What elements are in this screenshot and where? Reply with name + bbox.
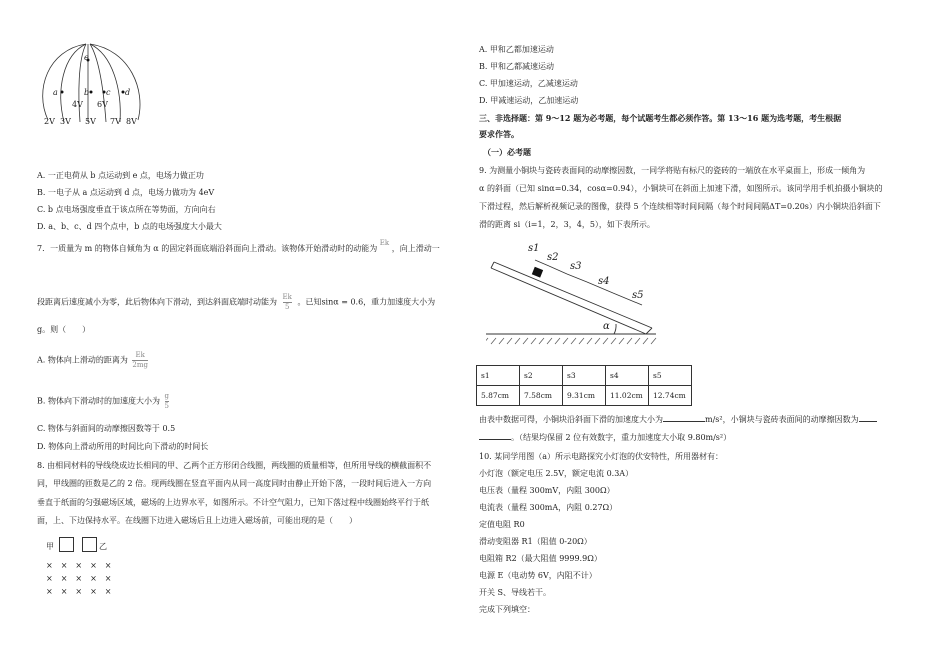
- q9-line-2: α 的斜面（已知 sinα=0.34，cosα=0.94），小铜块可在斜面上加速下滑，如图所示。该同学用手机拍摄小铜块的: [479, 184, 883, 193]
- potential-8v-label: 8V: [126, 117, 137, 126]
- table-header-row: [477, 366, 692, 386]
- table-cell: 11.02cm: [606, 386, 649, 406]
- q10-line-9: 开关 S、导线若干。: [479, 588, 552, 597]
- electric-field-figure: [38, 40, 158, 130]
- q10-line-7: 电阻箱 R2（最大阻值 9999.9Ω）: [479, 554, 602, 563]
- point-b-label: b: [84, 88, 90, 97]
- q7-option-c: C. 物体与斜面间的动摩擦因数等于 0.5: [37, 424, 176, 433]
- potential-5v-label: 5V: [85, 117, 96, 126]
- potential-2v-label: 2V: [44, 117, 55, 126]
- table-header-cell: s5: [649, 366, 692, 386]
- q7-option-b-num: g: [164, 392, 169, 400]
- table-header-cell: s2: [520, 366, 563, 386]
- q7-option-b-fraction: [165, 392, 169, 411]
- q8-line-4: 面，上、下边保持水平。在线圈下边进入磁场后且上边进入磁场前，可能出现的是（ ）: [37, 516, 357, 525]
- q10-line-5: 定值电阻 R0: [479, 520, 525, 529]
- q7-option-a-fraction: [132, 351, 148, 370]
- q9-line-3: 下滑过程，然后解析视频记录的图像，获得 5 个连续相等时间间隔（每个时间间隔ΔT=0.20s）内小铜块沿斜面下: [479, 202, 881, 211]
- table-cell: 12.74cm: [649, 386, 692, 406]
- friction-coefficient-blank-cont[interactable]: [479, 439, 511, 440]
- q10-line-2: 小灯泡（额定电压 2.5V，额定电流 0.3A）: [479, 469, 634, 478]
- q7-option-d: D. 物体向上滑动所用的时间比向下滑动的时间长: [37, 442, 209, 451]
- q6-option-c: C. b 点电场强度垂直于该点所在等势面，方向向右: [37, 205, 216, 214]
- table-cell: 5.87cm: [477, 386, 520, 406]
- q7-line-1: [37, 239, 440, 255]
- q9-line-4: 滑的距离 si（i=1，2，3，4，5），如下表所示。: [479, 220, 655, 229]
- section-3-title-line-1: 三、非选择题：第 9～12 题为必考题，每个试题考生都必须作答。第 13～16 题为选考题，考生根据: [479, 113, 842, 123]
- q7-fraction-num: Ek: [282, 293, 292, 301]
- potential-6v-label: 6V: [97, 100, 108, 109]
- s3-label: s3: [570, 261, 582, 272]
- q10-line-10: 完成下列填空：: [479, 605, 535, 614]
- point-e-label: e: [84, 53, 89, 62]
- s1-label: s1: [528, 243, 540, 254]
- coil-yi-label: 乙: [99, 542, 107, 551]
- q8-option-b: B. 甲和乙都减速运动: [479, 62, 554, 71]
- q7-option-b: [37, 392, 169, 411]
- potential-7v-label: 7V: [110, 117, 121, 126]
- s4-label: s4: [598, 276, 610, 287]
- alpha-angle-label: α: [603, 321, 610, 332]
- potential-3v-label: 3V: [60, 117, 71, 126]
- q6-option-b: B. 一电子从 a 点运动到 d 点，电场力做功为 4eV: [37, 188, 215, 197]
- q7-option-a-den: 2mg: [132, 361, 148, 369]
- table-header-cell: s1: [477, 366, 520, 386]
- q7-option-b-den: 5: [164, 402, 169, 410]
- s5-label: s5: [632, 290, 644, 301]
- q8-line-3: 垂直于纸面的匀强磁场区域，磁场的上边界水平，如图所示。不计空气阻力，已知下落过程中线圈始终平行于纸: [37, 498, 429, 507]
- q10-line-8: 电源 E（电动势 6V，内阻不计）: [479, 571, 597, 580]
- required-section-title: （一）必考题: [483, 147, 531, 157]
- q6-option-a: A. 一正电荷从 b 点运动到 e 点，电场力做正功: [37, 171, 204, 180]
- q8-line-2: 同，甲线圈的匝数是乙的 2 倍。现两线圈在竖直平面内从同一高度同时由静止开始下落，一段时间后进入一方向: [37, 479, 432, 488]
- q9-answer-text-2: m/s²，小铜块与瓷砖表面间的动摩擦因数为: [705, 415, 859, 424]
- table-header-cell: s3: [563, 366, 606, 386]
- q7-option-a: [37, 351, 148, 370]
- q7-option-b-text: B. 物体向下滑动时的加速度大小为: [37, 396, 160, 406]
- q8-option-c: C. 甲加速运动，乙减速运动: [479, 79, 578, 88]
- coil-jia-label: 甲: [46, 542, 54, 551]
- q10-line-4: 电流表（量程 300mA，内阻 0.27Ω）: [479, 503, 618, 512]
- q8-line-1: 8. 由相同材料的导线绕成边长相同的甲、乙两个正方形闭合线圈，两线圈的质量相等，但所用导线的横截面积不: [37, 461, 432, 470]
- q7-fraction-ek5: [283, 293, 292, 312]
- q9-answer-text-3: 。（结果均保留 2 位有效数字，重力加速度大小取 9.80m/s²）: [511, 433, 732, 442]
- q7-ek-symbol: Ek: [379, 239, 390, 247]
- point-c-label: c: [106, 88, 111, 97]
- q9-answer-text-1: 由表中数据可得，小铜块沿斜面下滑的加速度大小为: [479, 415, 663, 424]
- q10-line-6: 滑动变阻器 R1（阻值 0-20Ω）: [479, 537, 592, 546]
- q7-line-1-end: ，向上滑动一: [391, 244, 440, 253]
- q9-answer-line-2: [479, 432, 731, 443]
- acceleration-blank[interactable]: [663, 421, 705, 422]
- section-3-title-line-2: 要求作答。: [479, 129, 519, 139]
- potential-4v-label: 4V: [72, 100, 83, 109]
- q7-line-2-text: 段距离后速度减小为零，此后物体向下滑动，到达斜面底端时动能为: [37, 297, 277, 307]
- magnetic-field-row-2: × × × × ×: [46, 574, 112, 583]
- table-header-cell: s4: [606, 366, 649, 386]
- magnetic-field-row-1: × × × × ×: [46, 561, 112, 570]
- coil-jia-square: [59, 537, 74, 552]
- point-d-label: d: [125, 88, 131, 97]
- q7-line-3: g。则（ ）: [37, 325, 91, 334]
- q7-option-a-text: A. 物体向上滑动的距离为: [37, 355, 128, 365]
- q7-option-a-num: Ek: [132, 351, 148, 361]
- q6-option-d: D. a、b、c、d 四个点中，b 点的电场强度大小最大: [37, 222, 222, 231]
- distance-table: [476, 365, 692, 406]
- q7-line-2-end: 。已知sinα = 0.6，重力加速度大小为: [297, 297, 436, 307]
- q7-line-1-text: 7．一质量为 m 的物体自倾角为 α 的固定斜面底端沿斜面向上滑动。该物体开始滑动时的动能为: [37, 244, 378, 253]
- table-cell: 7.58cm: [520, 386, 563, 406]
- q8-option-a: A. 甲和乙都加速运动: [479, 45, 554, 54]
- friction-coefficient-blank[interactable]: [859, 421, 877, 422]
- q7-fraction-den: 5: [284, 303, 290, 311]
- point-a-label: a: [53, 88, 58, 97]
- q9-line-1: 9. 为测量小铜块与瓷砖表面间的动摩擦因数，一同学将贴有标尺的瓷砖的一端放在水平桌面上，形成一倾角为: [479, 166, 866, 175]
- table-cell: 9.31cm: [563, 386, 606, 406]
- q10-line-1: 10. 某同学用图（a）所示电路探究小灯泡的伏安特性，所用器材有：: [479, 452, 724, 461]
- table-row: [477, 386, 692, 406]
- q10-line-3: 电压表（量程 300mV，内阻 300Ω）: [479, 486, 615, 495]
- q9-answer-line-1: [479, 414, 877, 425]
- q8-option-d: D. 甲减速运动，乙加速运动: [479, 96, 579, 105]
- s2-label: s2: [547, 252, 559, 263]
- q7-line-2: [37, 293, 435, 312]
- magnetic-field-row-3: × × × × ×: [46, 587, 112, 596]
- coil-yi-square: [82, 537, 97, 552]
